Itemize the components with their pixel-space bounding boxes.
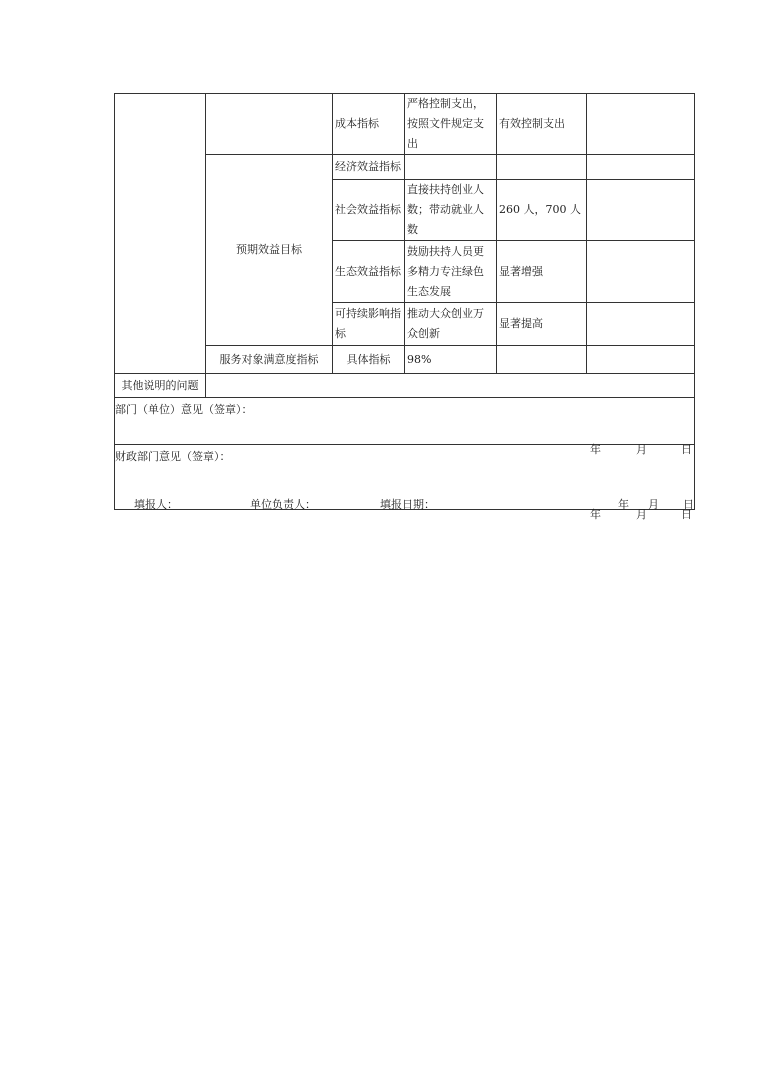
blank-cell	[587, 241, 695, 303]
unit-head-label: 单位负责人：	[250, 498, 316, 511]
day-label: 日	[681, 508, 692, 521]
month-label: 月	[636, 443, 647, 456]
blank-cell	[587, 180, 695, 241]
blank-first-col-cell	[115, 94, 206, 374]
value-cell	[497, 155, 587, 180]
content-cell: 鼓励扶持人员更多精力专注绿色生态发展	[405, 241, 497, 303]
indicator-cell: 具体指标	[333, 346, 405, 374]
finance-opinion-label: 财政部门意见（签章）：	[115, 450, 231, 463]
table-row	[115, 374, 695, 398]
value-cell: 显著提高	[497, 303, 587, 346]
content-cell: 严格控制支出，按照文件规定支出	[405, 94, 497, 155]
content-cell: 推动大众创业万众创新	[405, 303, 497, 346]
table-row	[115, 398, 695, 445]
blank-cell	[206, 94, 333, 155]
month-label: 月	[636, 508, 647, 521]
satisfaction-group-cell: 服务对象满意度指标	[206, 346, 333, 374]
footer-day-label: 日	[683, 498, 694, 511]
filler-label: 填报人：	[134, 498, 178, 511]
blank-cell	[587, 346, 695, 374]
content-cell: 直接扶持创业人数；带动就业人数	[405, 180, 497, 241]
table-row	[115, 94, 695, 155]
benefit-group-cell: 预期效益目标	[206, 155, 333, 346]
fill-date-label: 填报日期：	[380, 498, 435, 511]
indicator-cell: 生态效益指标	[333, 241, 405, 303]
content-cell: 98%	[405, 346, 497, 374]
blank-cell	[587, 94, 695, 155]
year-label: 年	[590, 508, 601, 521]
year-label: 年	[590, 443, 601, 456]
value-cell: 260 人，700 人	[497, 180, 587, 241]
performance-table	[114, 93, 695, 521]
dept-opinion-cell	[115, 398, 695, 456]
value-cell: 有效控制支出	[497, 94, 587, 155]
content-cell	[405, 155, 497, 180]
indicator-cell: 社会效益指标	[333, 180, 405, 241]
footer-month-label: 月	[648, 498, 659, 511]
value-cell	[497, 346, 587, 374]
indicator-cell: 成本指标	[333, 94, 405, 155]
blank-cell	[587, 303, 695, 346]
value-cell: 显著增强	[497, 241, 587, 303]
other-issues-label: 其他说明的问题	[115, 374, 206, 398]
dept-opinion-label: 部门（单位）意见（签章）：	[115, 403, 253, 416]
footer-year-label: 年	[618, 498, 629, 511]
other-issues-cell	[206, 374, 695, 398]
blank-cell	[587, 155, 695, 180]
day-label: 日	[681, 443, 692, 456]
indicator-cell: 经济效益指标	[333, 155, 405, 180]
indicator-cell: 可持续影响指标	[333, 303, 405, 346]
